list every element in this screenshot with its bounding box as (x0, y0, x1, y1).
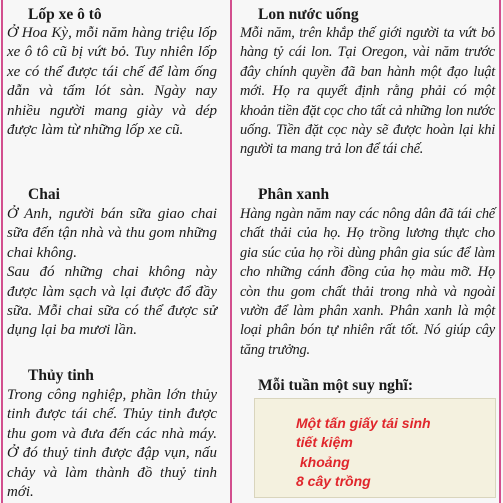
column-divider-line (230, 0, 232, 503)
weekly-thought-heading: Mỗi tuần một suy nghĩ: (258, 377, 414, 394)
section-tires-title: Lốp xe ô tô (28, 6, 102, 23)
section-bottles-title: Chai (28, 186, 60, 203)
section-tires-heading-wrap (28, 5, 102, 25)
weekly-thought-quote: Một tấn giấy tái sinh tiết kiệm khoảng 8 cây trồng (296, 415, 431, 489)
right-border-line (499, 0, 501, 503)
section-bottles-heading-wrap (28, 185, 60, 205)
section-glass-body: Trong công nghiệp, phần lớn thủy tinh được tái chế. Thủy tinh được thu gom và đưa đến các nhà máy. Ở đó thuỷ tinh được đập vụn, nấu chảy và làm thành đồ thuỷ tinh mới. (7, 387, 217, 501)
left-border-line (1, 0, 3, 503)
section-manure-body: Hàng ngàn năm nay các nông dân đã tái chế chất thải của họ. Họ trồng lương thực cho gia súc của họ rồi dùng phân gia súc để làm cho những cánh đồng của họ màu mỡ. Họ còn thu gom chất thải trong nhà và ngoài vườn để làm phân xanh. Phân xanh là một loại phân bón tự nhiên rất tốt. Nó giúp cây tăng trưởng. (240, 206, 495, 358)
section-glass-title: Thủy tinh (28, 367, 94, 384)
weekly-thought-heading-wrap (258, 376, 413, 396)
section-cans-heading-wrap (258, 5, 359, 25)
section-glass-heading-wrap (28, 366, 94, 386)
section-manure-heading-wrap (258, 185, 329, 205)
section-bottles-body: Ở Anh, người bán sữa giao chai sữa đến tận nhà và thu gom những chai không. Sau đó những chai không này được làm sạch và lại được đổ đầy sữa. Mỗi chai sữa có thể được sử dụng lại ba mươi lần. (7, 206, 217, 339)
section-cans-body: Mỗi năm, trên khắp thế giới người ta vứt bỏ hàng tỷ cái lon. Tại Oregon, vài năm trước đây chính quyền đã ban hành một đạo luật mới. Họ ra quyết định rằng phải có một khoản tiền đặt cọc cho tất cả những lon nước uống. Tiền đặt cọc này sẽ được hoàn lại khi người ta mang trả lon để tái chế. (240, 25, 495, 158)
section-manure-title: Phân xanh (258, 186, 330, 203)
section-cans-title: Lon nước uống (258, 6, 359, 23)
section-tires-body: Ở Hoa Kỳ, mỗi năm hàng triệu lốp xe ô tô cũ bị vứt bỏ. Tuy nhiên lốp xe có thể được tái chế để làm ống dẫn và tấm lót sàn. Ngày nay nhiều người mang giày và dép được làm từ những lốp xe cũ. (7, 25, 217, 139)
